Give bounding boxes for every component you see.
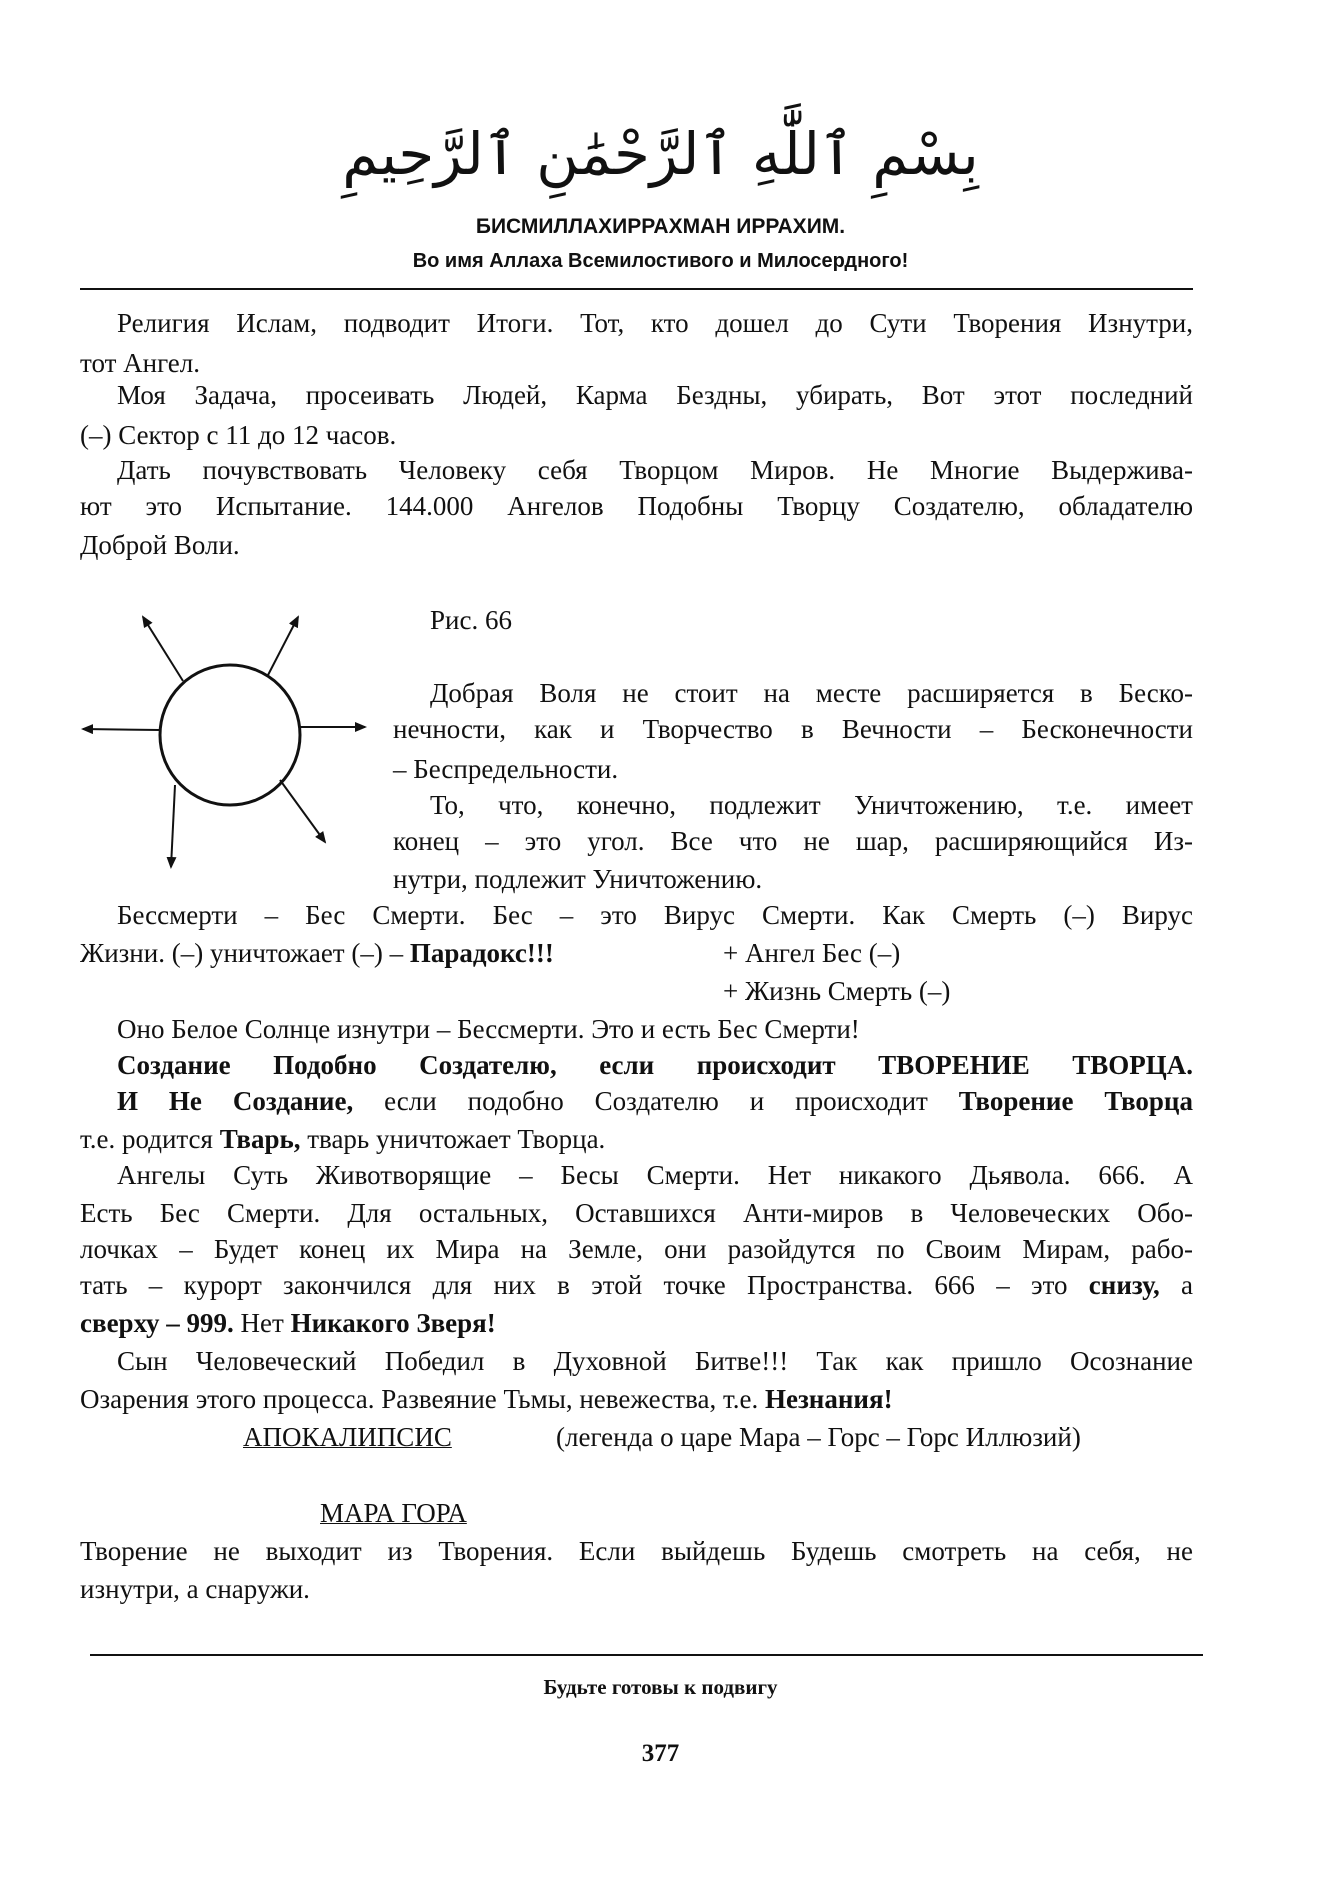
- paragraph-line: – Беспредельности.: [393, 754, 619, 784]
- header-subtitle: Во имя Аллаха Всемилостивого и Милосердного!: [412, 250, 909, 272]
- paragraph-line: Доброй Воли.: [80, 530, 240, 560]
- arrow-left: [83, 729, 160, 730]
- apocalypse-heading: АПОКАЛИПСИС: [243, 1422, 452, 1452]
- paragraph-line: ют это Испытание. 144.000 Ангелов Подобны Творцу Создателю, обладателю: [80, 491, 1193, 521]
- header-title: БИСМИЛЛАХИРРАХМАН ИРРАХИМ.: [475, 215, 846, 238]
- paragraph-line: + Ангел Бес (–): [723, 938, 901, 968]
- arrow-up-right: [267, 617, 298, 677]
- paragraph-line: конец – это угол. Все что не шар, расширяющийся Из-: [393, 826, 1193, 856]
- paragraph-line: Оно Белое Солнце изнутри – Бессмерти. Это и есть Бес Смерти!: [117, 1014, 860, 1044]
- paragraph-line: [80, 1310, 496, 1337]
- paragraph-line: Сын Человеческий Победил в Духовной Битве!!! Так как пришло Осознание: [117, 1346, 1193, 1376]
- arrow-down-right: [280, 780, 325, 842]
- page-number: 377: [641, 1740, 680, 1767]
- bold-span: Творение Творца: [958, 1086, 1193, 1116]
- expanding-circle-figure: [75, 605, 385, 880]
- arrow-up-left: [143, 617, 183, 681]
- bold-span: Незнания!: [764, 1384, 893, 1414]
- paragraph-line: + Жизнь Смерть (–): [723, 976, 951, 1006]
- paragraph-line-bold: Создание Подобно Создателю, если происходит ТВОРЕНИЕ ТВОРЦА.: [117, 1050, 1193, 1080]
- arrow-down: [171, 785, 175, 867]
- paragraph-line: (–) Сектор с 11 до 12 часов.: [80, 420, 397, 450]
- header-rule: [80, 288, 1193, 290]
- text-span: т.е. родится: [80, 1124, 220, 1154]
- text-span: если подобно Создателю и происходит: [353, 1086, 959, 1116]
- mara-gora-heading: МАРА ГОРА: [320, 1498, 467, 1528]
- footer-rule: [90, 1654, 1203, 1656]
- paragraph-line: Бессмерти – Бес Смерти. Бес – это Вирус Смерти. Как Смерть (–) Вирус: [117, 900, 1193, 930]
- text-span: а: [1159, 1270, 1194, 1300]
- bold-span: снизу,: [1088, 1270, 1160, 1300]
- paragraph-line: изнутри, а снаружи.: [80, 1574, 310, 1604]
- paragraph-line: Религия Ислам, подводит Итоги. Тот, кто дошел до Сути Творения Изнутри,: [117, 308, 1193, 338]
- circle-shape: [160, 665, 300, 805]
- figure-caption: Рис. 66: [430, 605, 512, 635]
- text-span: Нет: [233, 1308, 291, 1338]
- legend-subtitle: (легенда о царе Мара – Горс – Горс Иллюзий): [556, 1422, 1081, 1452]
- bold-span: сверху – 999.: [80, 1308, 234, 1338]
- paragraph-line: лочках – Будет конец их Мира на Земле, они разойдутся по Своим Мирам, рабо-: [80, 1234, 1193, 1264]
- text-span: тварь уничтожает Творца.: [300, 1124, 606, 1154]
- paragraph-line: нечности, как и Творчество в Вечности – Бесконечности: [393, 714, 1193, 744]
- paragraph-line: [80, 1272, 1193, 1299]
- paragraph-line: То, что, конечно, подлежит Уничтожению, т.е. имеет: [430, 790, 1193, 820]
- paragraph-line: Творение не выходит из Творения. Если выйдешь Будешь смотреть на себя, не: [80, 1536, 1193, 1566]
- paragraph-line: Ангелы Суть Животворящие – Бесы Смерти. Нет никакого Дьявола. 666. А: [117, 1160, 1193, 1190]
- bold-span: Парадокс!!!: [409, 938, 554, 968]
- paragraph-line: тот Ангел.: [80, 348, 201, 378]
- bold-span: Тварь,: [219, 1124, 301, 1154]
- paragraph-line: [117, 1088, 1193, 1115]
- paragraph-line: Добрая Воля не стоит на месте расширяется в Беско-: [430, 678, 1193, 708]
- footer-motto: Будьте готовы к подвигу: [543, 1675, 778, 1699]
- text-span: Озарения этого процесса. Развеяние Тьмы, невежества, т.е.: [80, 1384, 765, 1414]
- paragraph-line: Есть Бес Смерти. Для остальных, Оставшихся Анти-миров в Человеческих Обо-: [80, 1198, 1193, 1228]
- paragraph-line: Моя Задача, просеивать Людей, Карма Бездны, убирать, Вот этот последний: [117, 380, 1193, 410]
- bold-span: И Не Создание,: [117, 1086, 354, 1116]
- bold-span: Никакого Зверя!: [290, 1308, 496, 1338]
- paragraph-line: [80, 940, 554, 967]
- text-span: тать – курорт закончился для них в этой точке Пространства. 666 – это: [80, 1270, 1089, 1300]
- paragraph-line: Дать почувствовать Человеку себя Творцом Миров. Не Многие Выдержива-: [117, 455, 1193, 485]
- text-span: Жизни. (–) уничтожает (–) –: [80, 938, 410, 968]
- paragraph-line: [80, 1126, 605, 1153]
- paragraph-line: нутри, подлежит Уничтожению.: [393, 864, 763, 894]
- paragraph-line: [80, 1386, 893, 1413]
- bismillah-calligraphy: بِسْمِ ٱللَّٰهِ ٱلرَّحْمَٰنِ ٱلرَّحِيمِ: [342, 120, 979, 188]
